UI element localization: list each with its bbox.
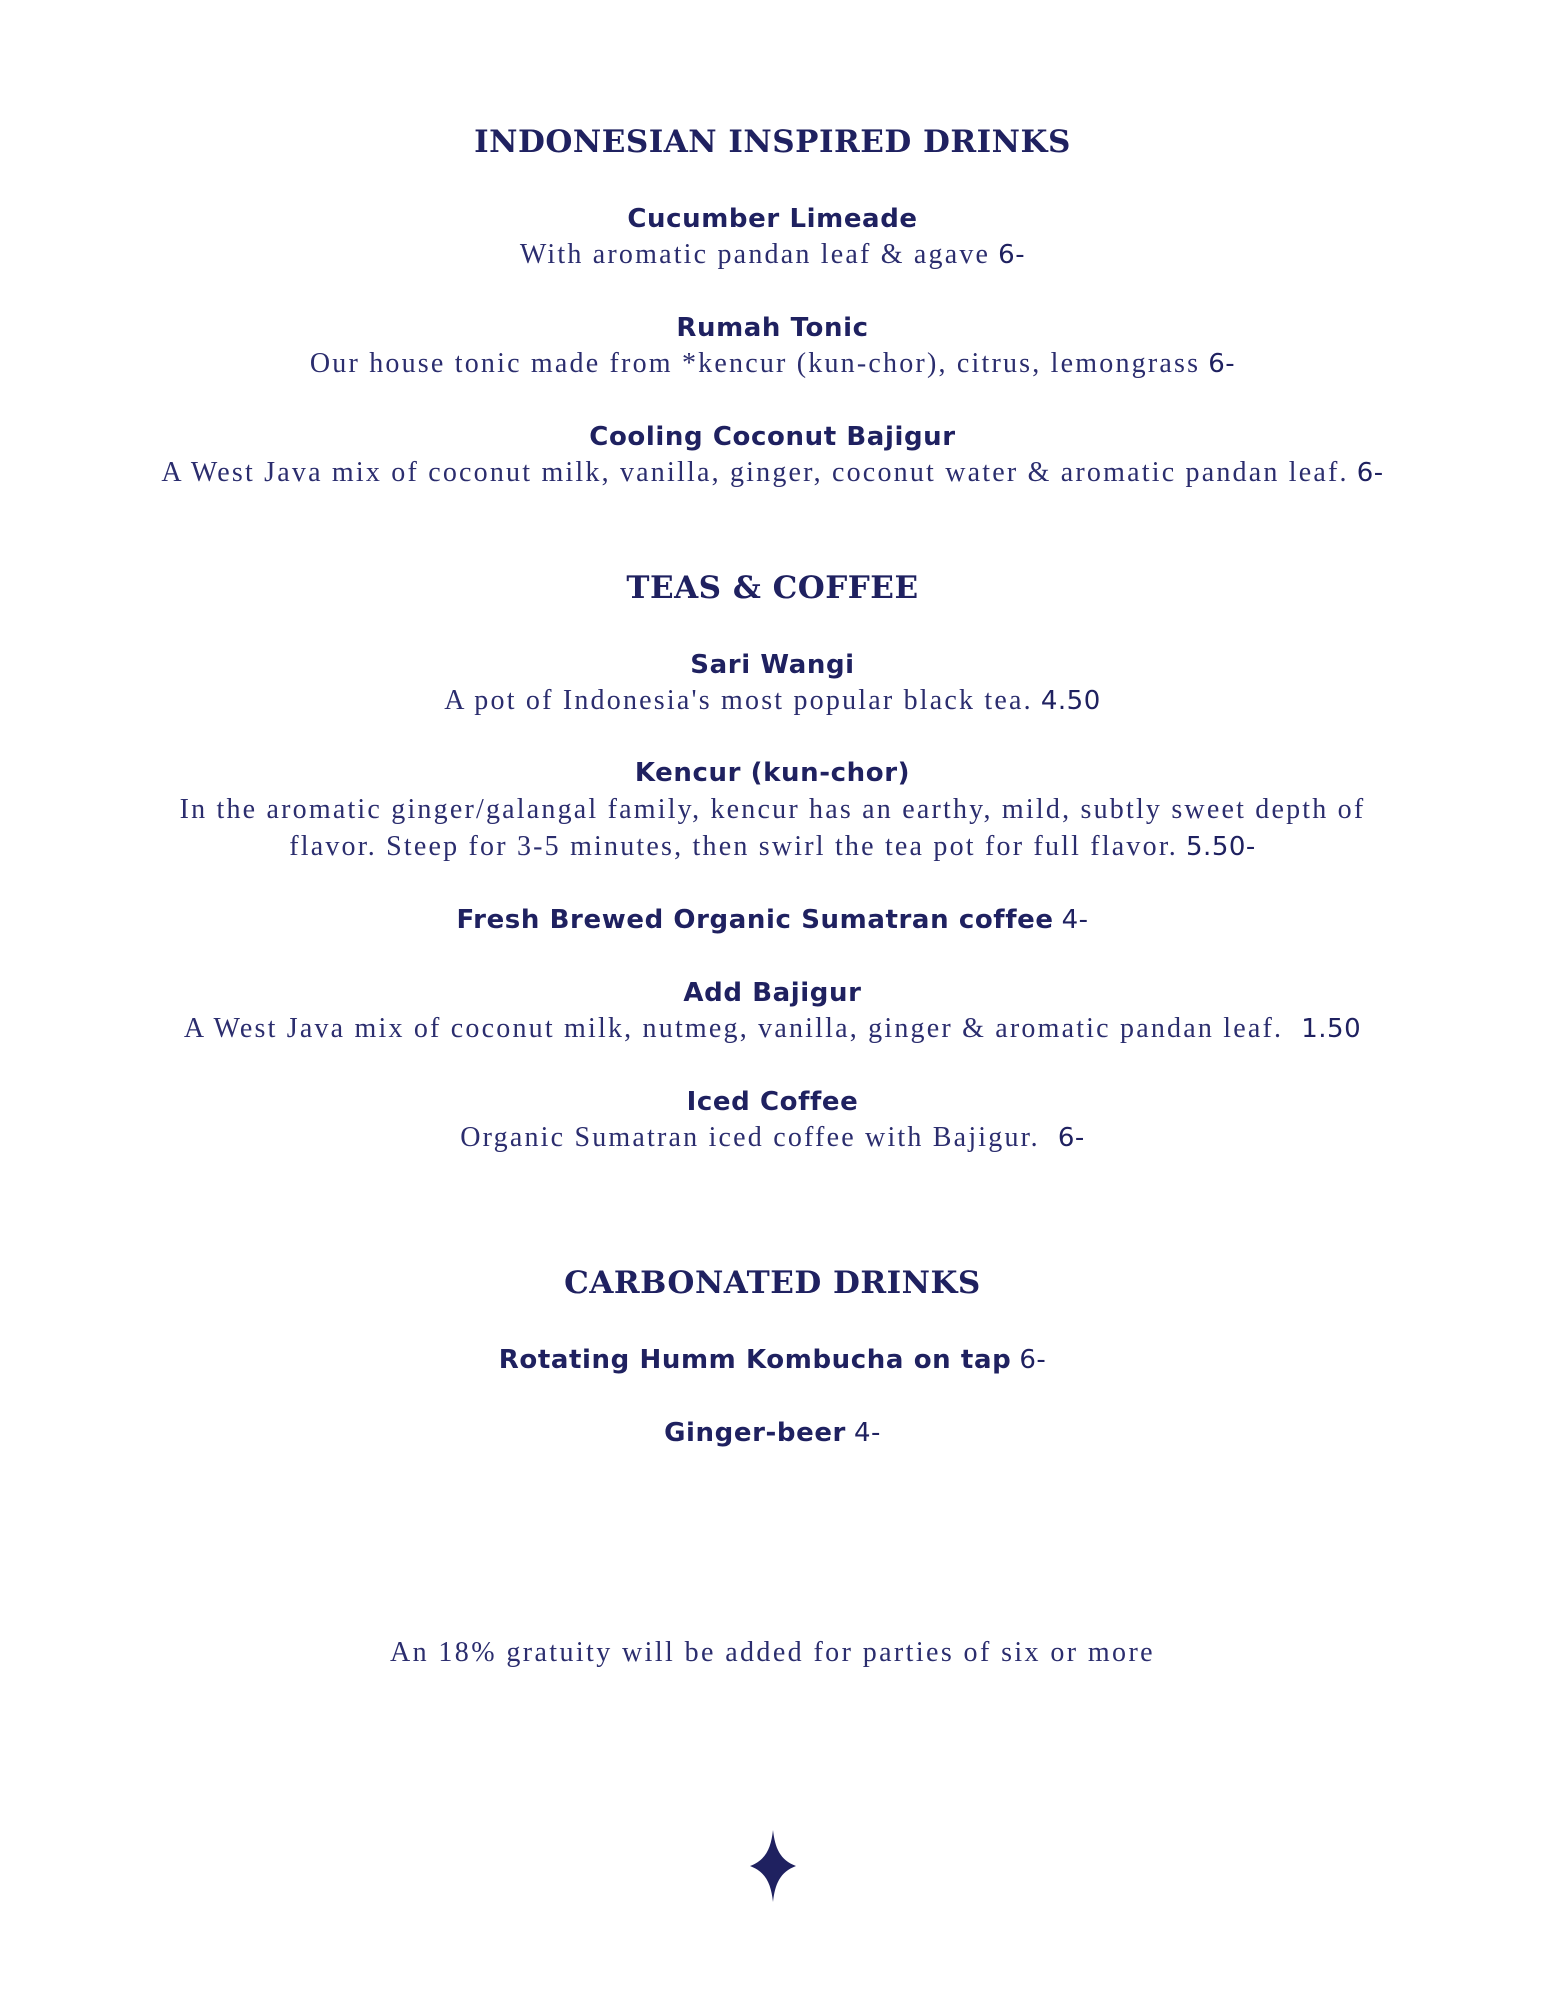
section-title-teas-coffee: TEAS & COFFEE <box>626 570 919 606</box>
item-desc-kencur-line2: flavor. Steep for 3-5 minutes, then swirl the tea pot for full flavor. <box>289 831 1179 862</box>
item-desc-kencur-line1: In the aromatic ginger/galangal family, kencur has an earthy, mild, subtly sweet depth of <box>179 794 1366 825</box>
item-row-cooling-coconut-bajigur <box>0 457 1545 489</box>
item-row-cucumber-limeade <box>0 239 1545 271</box>
item-price-sumatran-coffee: 4- <box>1061 905 1089 935</box>
item-price-ginger-beer: 4- <box>854 1418 881 1448</box>
item-desc-iced-coffee: Organic Sumatran iced coffee with Bajigur. <box>460 1122 1040 1153</box>
item-desc-rumah-tonic: Our house tonic made from *kencur (kun-chor), citrus, lemongrass <box>309 348 1201 379</box>
section-title-indonesian: INDONESIAN INSPIRED DRINKS <box>474 124 1071 160</box>
item-price-cucumber-limeade: 6- <box>998 240 1026 270</box>
item-price-cooling-coconut-bajigur: 6- <box>1356 458 1384 488</box>
item-price-sari-wangi: 4.50 <box>1040 686 1101 716</box>
item-desc-kencur-line2-row <box>0 831 1545 863</box>
item-desc-add-bajigur: A West Java mix of coconut milk, nutmeg, vanilla, ginger & aromatic pandan leaf. <box>183 1013 1284 1044</box>
item-name-cucumber-limeade: Cucumber Limeade <box>627 204 918 234</box>
section-title-carbonated: CARBONATED DRINKS <box>564 1265 981 1301</box>
item-name-kencur: Kencur (kun-chor) <box>634 758 911 788</box>
item-price-iced-coffee: 6- <box>1057 1123 1085 1153</box>
item-row-add-bajigur <box>0 1013 1545 1045</box>
item-name-sari-wangi: Sari Wangi <box>690 650 855 680</box>
item-price-rumah-tonic: 6- <box>1208 349 1236 379</box>
item-desc-cooling-coconut-bajigur: A West Java mix of coconut milk, vanilla, ginger, coconut water & aromatic pandan leaf. <box>161 457 1349 488</box>
item-desc-sari-wangi: A pot of Indonesia's most popular black tea. <box>444 685 1033 716</box>
item-name-add-bajigur: Add Bajigur <box>683 978 862 1008</box>
item-row-kombucha <box>0 1345 1545 1375</box>
item-name-kombucha: Rotating Humm Kombucha on tap <box>498 1345 1012 1375</box>
item-row-iced-coffee <box>0 1122 1545 1154</box>
item-row-ginger-beer <box>0 1418 1545 1448</box>
item-name-iced-coffee: Iced Coffee <box>686 1087 859 1117</box>
item-name-sumatran-coffee: Fresh Brewed Organic Sumatran coffee <box>456 905 1054 935</box>
item-name-ginger-beer: Ginger-beer <box>664 1418 846 1448</box>
item-price-kencur: 5.50- <box>1186 832 1256 862</box>
item-name-cooling-coconut-bajigur: Cooling Coconut Bajigur <box>589 422 956 452</box>
item-row-rumah-tonic <box>0 348 1545 380</box>
item-price-add-bajigur: 1.50 <box>1301 1014 1362 1044</box>
item-name-rumah-tonic: Rumah Tonic <box>676 313 869 343</box>
item-desc-cucumber-limeade: With aromatic pandan leaf & agave <box>519 239 991 270</box>
gratuity-note: An 18% gratuity will be added for parties of six or more <box>389 1637 1155 1668</box>
item-price-kombucha: 6- <box>1019 1345 1047 1375</box>
item-row-sumatran-coffee <box>0 905 1545 935</box>
item-row-sari-wangi <box>0 685 1545 717</box>
four-point-star-icon <box>750 1830 796 1902</box>
item-desc-kencur-line1-row <box>0 794 1545 826</box>
